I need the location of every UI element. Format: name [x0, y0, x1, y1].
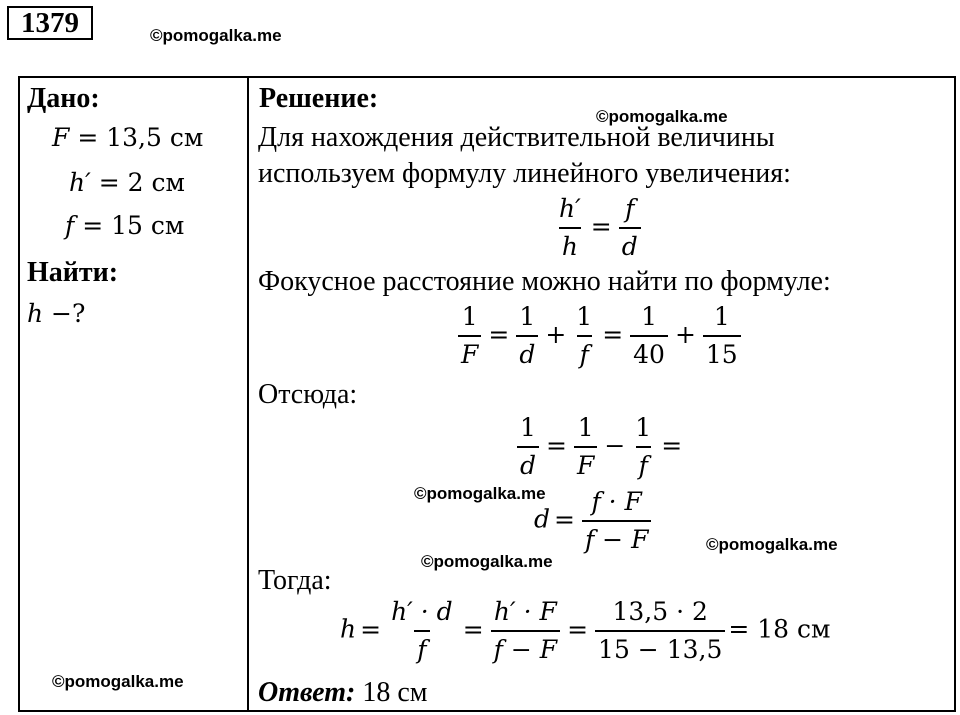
find-item: h −?: [27, 299, 86, 328]
watermark: ©pomogalka.me: [414, 484, 546, 503]
solution-text-line4: Отсюда:: [258, 379, 358, 410]
formula-d: d = $\frac{f \cdot F}{f - F}$: [534, 487, 654, 555]
formula-magnification: $\frac{h'}{h}$ = $\frac{f}{d}$: [553, 194, 644, 262]
watermark: ©pomogalka.me: [52, 672, 184, 691]
answer-label: Ответ:: [258, 677, 356, 708]
watermark: ©pomogalka.me: [150, 26, 282, 45]
watermark: ©pomogalka.me: [596, 107, 728, 126]
watermark: ©pomogalka.me: [706, 535, 838, 554]
solution-text-line5: Тогда:: [258, 565, 332, 596]
solution-heading: Решение:: [259, 83, 379, 114]
solution-text-line2: используем формулу линейного увеличения:: [258, 158, 791, 189]
solution-text-line3: Фокусное расстояние можно найти по формуле:: [258, 266, 831, 297]
solution-text-line1: Для нахождения действительной величины: [258, 122, 775, 153]
given-item-h-prime: h′ = 2 см: [69, 168, 185, 197]
find-heading: Найти:: [27, 257, 119, 288]
formula-h-result: h = $\frac{h' \cdot d}{f}$ = $\frac{h' \cdot F}{f - F}$ = $\frac{13,5 \cdot 2}{15 - 13,5}$ = 18 см: [340, 597, 831, 664]
given-heading: Дано:: [27, 83, 100, 114]
formula-inverse-d: $\frac{1}{d}$ = $\frac{1}{F}$ − $\frac{1}{f}$ =: [514, 413, 686, 481]
column-divider: [247, 76, 249, 712]
watermark: ©pomogalka.me: [421, 552, 553, 571]
problem-number: 1379: [7, 6, 93, 40]
given-item-f: f = 15 см: [65, 211, 185, 240]
answer-line: [258, 676, 428, 710]
given-item-F: F = 13,5 см: [52, 123, 204, 152]
answer-value: 18 см: [355, 677, 428, 708]
formula-lens: $\frac{1}{F}$ = $\frac{1}{d}$ + $\frac{1}{f}$ = $\frac{1}{40}$ + $\frac{1}{15}$: [455, 302, 744, 370]
